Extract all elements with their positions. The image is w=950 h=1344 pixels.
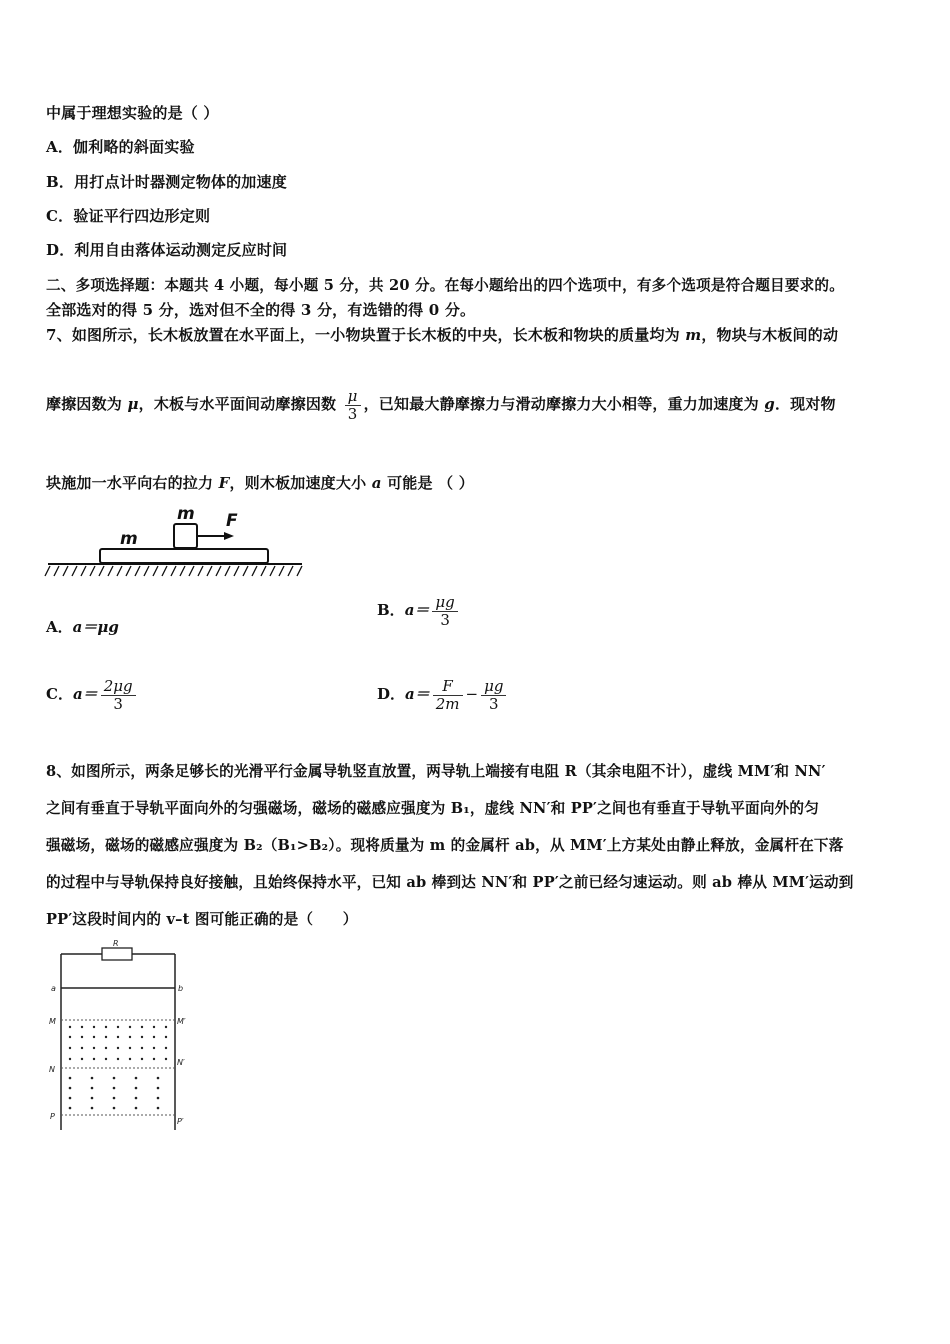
- var-a: a: [371, 474, 382, 492]
- q7-line2: [46, 388, 836, 422]
- section2-heading-line2: 全部选对的得 5 分，选对但不全的得 3 分，有选错的得 0 分。: [46, 301, 476, 319]
- fraction-denominator: 3: [489, 694, 499, 713]
- q7-option-b: [377, 594, 461, 628]
- var-F: F: [218, 474, 230, 492]
- label-b: b: [178, 984, 184, 993]
- fraction-numerator: μg: [481, 678, 506, 696]
- force-arrow-head: [224, 532, 234, 540]
- fraction-numerator: μg: [432, 594, 457, 612]
- q6-option-d: [46, 239, 287, 260]
- option-label: A．: [46, 138, 74, 156]
- q8-line5: PP′这段时间内的 v–t 图可能正确的是（ ）: [46, 911, 358, 928]
- q6-option-c: [46, 205, 210, 226]
- text-run: ，则木板加速度大小: [229, 474, 372, 492]
- ground-hatching: [45, 566, 302, 576]
- fraction-numerator: μ: [345, 388, 361, 406]
- fraction-denominator: 3: [440, 610, 450, 629]
- minus-sign: −: [465, 685, 479, 703]
- section2-heading-line1: 二、多项选择题：本题共 4 小题，每小题 5 分，共 20 分。在每小题给出的四个选项中，有多个选项是符合题目要求的。: [46, 277, 844, 294]
- option-lhs: a＝: [404, 601, 430, 619]
- option-text: 验证平行四边形定则: [73, 207, 211, 225]
- text-run: ．现对物: [774, 395, 836, 413]
- var-g: g: [764, 395, 775, 413]
- option-label: C．: [46, 207, 74, 225]
- q6-option-b: [46, 171, 287, 192]
- label-a: a: [51, 984, 56, 993]
- text-run: 7、如图所示，长木板放置在水平面上，一小物块置于长木板的中央，长木板和物块的质量均为: [46, 326, 686, 344]
- q6-stem-tail: 中属于理想实验的是（ ）: [46, 104, 219, 122]
- label-m-board: m: [120, 529, 138, 549]
- var-m: m: [685, 326, 702, 344]
- q7-option-a: [46, 616, 119, 637]
- resistor: [102, 948, 132, 960]
- text-run: 可能是 （ ）: [381, 474, 474, 492]
- option-text: 利用自由落体运动测定反应时间: [74, 241, 288, 259]
- option-label: C．: [46, 685, 73, 703]
- label-m-block: m: [177, 504, 195, 524]
- option-lhs: a＝: [405, 685, 430, 703]
- option-label: B．: [46, 173, 75, 191]
- fraction: [101, 678, 136, 712]
- label-F: F: [226, 511, 238, 531]
- text-run: 摩擦因数为: [46, 395, 128, 413]
- q6-option-a: [46, 136, 195, 157]
- fraction-denominator: 3: [347, 404, 358, 423]
- text-run: 块施加一水平向右的拉力: [46, 474, 219, 492]
- q7-board-block-figure: [44, 502, 306, 580]
- option-label: D．: [46, 241, 75, 259]
- var-mu: μ: [127, 395, 139, 413]
- q7-option-c: [46, 678, 139, 712]
- option-lhs: a＝: [72, 685, 98, 703]
- long-board: [100, 549, 268, 563]
- fraction-F-over-2m: [433, 678, 463, 712]
- q8-rails-field-figure: [44, 938, 204, 1134]
- fraction-numerator: 2μg: [101, 678, 136, 696]
- field-dots-b2: [69, 1077, 160, 1110]
- option-expression: a＝μg: [72, 618, 119, 636]
- q7-option-d: [377, 678, 509, 712]
- option-text: 伽利略的斜面实验: [73, 138, 195, 156]
- small-block: [174, 524, 197, 548]
- q8-line2: 之间有垂直于导轨平面向外的匀强磁场，磁场的磁感应强度为 B₁，虚线 NN′和 PP′之间也有垂直于导轨平面向外的匀: [46, 800, 820, 817]
- label-R: R: [113, 939, 119, 948]
- fraction-numerator: F: [433, 678, 463, 696]
- q7-line1: [46, 324, 838, 345]
- label-P-prime: P′: [177, 1117, 184, 1126]
- option-label: B．: [377, 601, 405, 619]
- label-M: M: [49, 1017, 56, 1026]
- field-dots-b1: [69, 1026, 167, 1060]
- fraction-mu-over-3: [345, 388, 361, 422]
- q8-line1: 8、如图所示，两条足够长的光滑平行金属导轨竖直放置，两导轨上端接有电阻 R（其余电阻不计），虚线 MM′和 NN′: [46, 763, 826, 780]
- text-run: ，已知最大静摩擦力与滑动摩擦力大小相等，重力加速度为: [363, 395, 765, 413]
- text-run: ，物块与木板间的动: [701, 326, 839, 344]
- fraction-denominator: 3: [113, 694, 123, 713]
- q8-line4: 的过程中与导轨保持良好接触，且始终保持水平，已知 ab 棒到达 NN′和 PP′之前已经匀速运动。则 ab 棒从 MM′运动到: [46, 874, 854, 891]
- label-P: P: [50, 1112, 55, 1121]
- label-M-prime: M′: [177, 1017, 186, 1026]
- option-label: A．: [46, 618, 73, 636]
- text-run: ，木板与水平面间动摩擦因数: [138, 395, 342, 413]
- q8-line3: 强磁场，磁场的磁感应强度为 B₂（B₁>B₂）。现将质量为 m 的金属杆 ab，从 MM′上方某处由静止释放，金属杆在下落: [46, 837, 844, 854]
- label-N-prime: N′: [177, 1058, 185, 1067]
- option-label: D．: [377, 685, 406, 703]
- option-text: 用打点计时器测定物体的加速度: [74, 173, 287, 191]
- label-N: N: [49, 1065, 55, 1074]
- q7-line3: [46, 472, 474, 493]
- fraction-denominator: 2m: [435, 694, 460, 713]
- fraction: [432, 594, 457, 628]
- fraction-mug-over-3: [481, 678, 506, 712]
